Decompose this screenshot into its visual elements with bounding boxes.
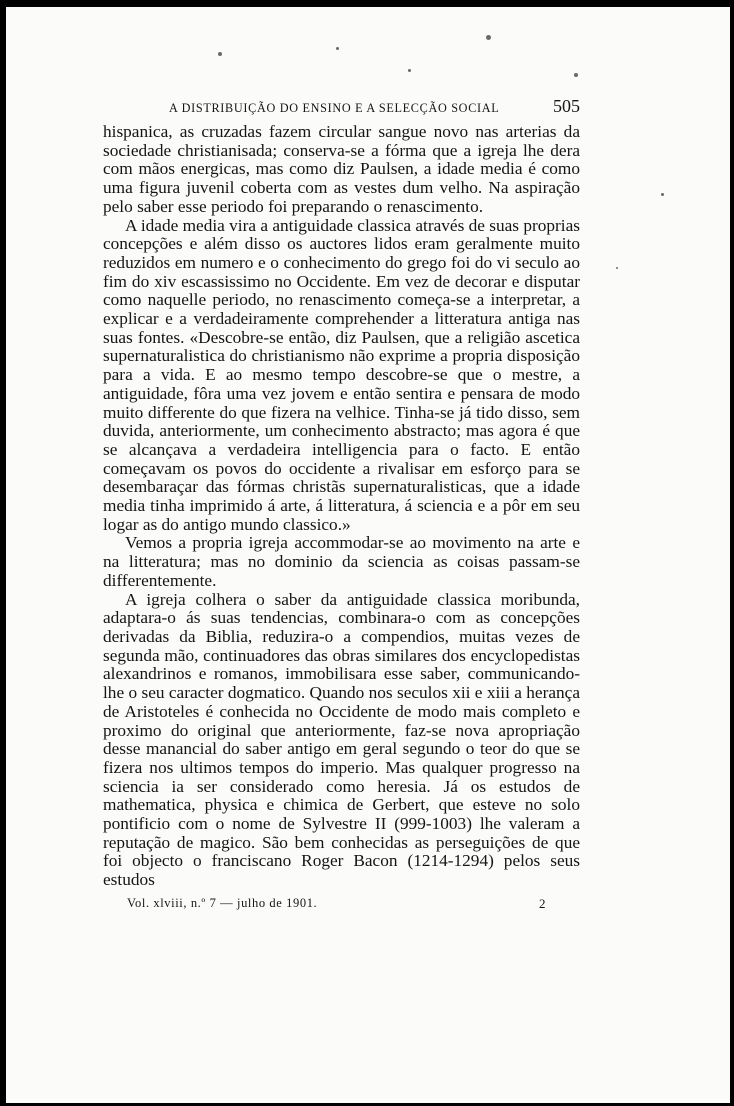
paragraph: A idade media vira a antiguidade classica através de suas proprias concepções e além disso os auctores lidos eram geralmente muito reduzidos em numero e o conhecimento do grego foi do vi seculo ao fim do xiv escassissimo no Occidente. Em vez de decorar e disputar como naquelle periodo, no renascimento começa-se a interpretar, a explicar e a verdadeiramente comprehender a litteratura antiga nas suas fontes. «Descobre-se então, diz Paulsen, que a religião ascetica supernaturalistica do christianismo não exprime a propria disposição para a vida. E ao mesmo tempo descobre-se que o mestre, a antiguidade, fôra uma vez jovem e então sentira e pensara de modo muito differente do que fizera na velhice. Tinha-se já tido disso, sem duvida, anteriormente, um conhecimento abstracto; mas agora é que se alcançava a verdadeira intelligencia para o facto. E então começavam os povos do occidente a rivalisar em esforço para se desembaraçar das fórmas christãs supernaturalisticas, que a idade media tinha imprimido á arte, á litteratura, á sciencia e a pôr em seu logar as do antigo mundo classico.» <box>103 215 580 534</box>
volume-line: Vol. xlviii, n.º 7 — julho de 1901. <box>127 895 318 910</box>
running-title: A DISTRIBUIÇÃO DO ENSINO E A SELECÇÃO SOCIAL <box>169 101 500 115</box>
scan-speck <box>218 52 222 56</box>
book-page <box>103 93 580 916</box>
scan-speck <box>574 73 578 77</box>
paragraph: A igreja colhera o saber da antiguidade classica moribunda, adaptara-o ás suas tendencias, combinara-o com as concepções derivadas da Biblia, reduzira-o a compendios, muitas vezes de segunda mão, continuadores das obras similares dos encyclopedistas alexandrinos e romanos, immobilisara esse saber, communicando-lhe o seu caracter dogmatico. Quando nos seculos xii e xiii a herança de Aristoteles é conhecida no Occidente de modo mais completo e proximo do original que anteriormente, faz-se nova apropriação desse manancial do saber antigo em geral segundo o teor do que se fizera nos ultimos tempos do imperio. Mas qualquer progresso na sciencia ia ser considerado como heresia. Já os estudos de mathematica, physica e chimica de Gerbert, que esteve no solo pontificio com o nome de Sylvestre II (999-1003) lhe valeram a reputação de magico. São bem conhecidas as perseguições de que foi objecto o franciscano Roger Bacon (1214-1294) pelos seus estudos <box>103 589 580 890</box>
scan-speck <box>486 35 491 40</box>
signature-mark: 2 <box>539 895 547 911</box>
page-number: 505 <box>553 96 580 116</box>
paragraph: Vemos a propria igreja accommodar-se ao movimento na arte e na litteratura; mas no dominio da sciencia as coisas passam-se differentemente. <box>103 533 580 590</box>
scan-speck <box>661 193 664 196</box>
scan-speck <box>336 47 339 50</box>
body-text <box>103 123 580 890</box>
scan-speck <box>616 267 618 269</box>
running-header <box>103 93 580 123</box>
paragraph-continued: hispanica, as cruzadas fazem circular sangue novo nas arterias da sociedade christianisada; conserva-se a fórma que a igreja lhe dera com mãos energicas, mas como diz Paulsen, a idade media é como uma figura juvenil coberta com as vestes dum velho. Na aspiração pelo saber esse periodo foi preparando o renascimento. <box>103 122 580 216</box>
scan-speck <box>408 69 411 72</box>
page-footer <box>103 896 580 916</box>
